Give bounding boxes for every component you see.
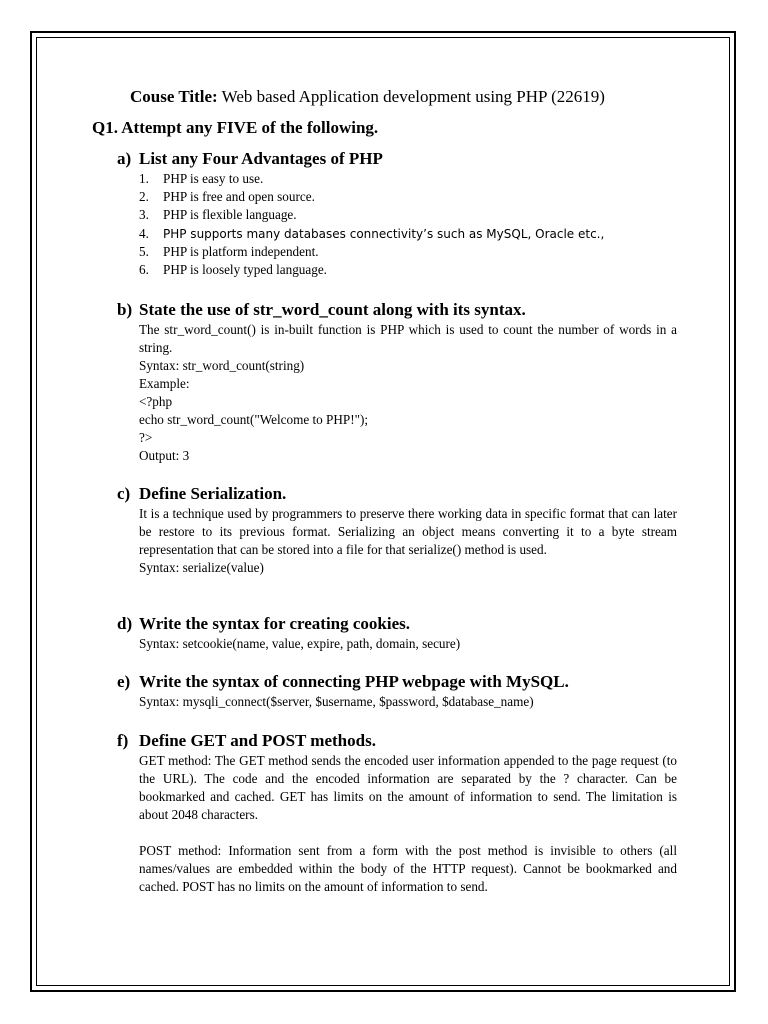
list-item [139, 188, 677, 206]
section-b-heading [117, 299, 677, 321]
section-d-heading [117, 613, 677, 635]
list-item-number: 3. [139, 207, 149, 223]
code-line: <?php [139, 394, 173, 409]
advantages-list [139, 170, 677, 279]
list-item-number: 6. [139, 262, 149, 278]
list-item [139, 225, 677, 243]
section-b [117, 299, 677, 465]
section-b-body [139, 321, 677, 465]
get-method-paragraph: GET method: The GET method sends the encoded user information appended to the page request (to the URL). The code and the encoded information are separated by the ? character. Can be bookmarked and cached. GET has limits on the amount of information to send. The limitation is about 2048 characters. [139, 753, 677, 822]
list-item-number: 5. [139, 243, 149, 259]
list-item-text: PHP is platform independent. [163, 243, 319, 259]
course-title-value: Web based Application development using PHP (22619) [221, 87, 605, 106]
output-line: Output: 3 [139, 448, 190, 463]
section-title: Write the syntax of connecting PHP webpage with MySQL. [139, 672, 569, 691]
post-method-paragraph: POST method: Information sent from a form with the post method is invisible to others (all names/values are embedded within the body of the HTTP request). Cannot be bookmarked and cached. POST has no limits on the amount of information to send. [139, 843, 677, 894]
list-item-text: PHP is easy to use. [163, 171, 264, 186]
section-c-body [139, 505, 677, 577]
list-item [139, 261, 677, 279]
code-line: echo str_word_count("Welcome to PHP!"); [139, 412, 369, 427]
section-title: Define Serialization. [139, 484, 287, 503]
section-letter: b) [117, 300, 133, 319]
question-heading: Q1. Attempt any FIVE of the following. [92, 118, 379, 137]
example-label: Example: [139, 376, 190, 391]
list-item [139, 243, 677, 261]
list-item-text: PHP is loosely typed language. [163, 262, 327, 278]
section-d [117, 613, 677, 653]
course-title-label: Couse Title: [130, 87, 218, 106]
syntax-line: Syntax: serialize(value) [139, 560, 264, 575]
section-title: Write the syntax for creating cookies. [139, 614, 411, 633]
list-item [139, 206, 677, 224]
list-item-text: PHP is flexible language. [163, 207, 297, 223]
list-item-number: 4. [139, 225, 149, 241]
section-a-heading [117, 148, 677, 170]
paragraph: The str_word_count() is in-built function is PHP which is used to count the number of words in a string. [139, 322, 677, 355]
section-letter: c) [117, 484, 131, 503]
section-c-heading [117, 483, 677, 505]
section-letter: e) [117, 672, 131, 691]
section-a [117, 148, 677, 279]
section-e-body [139, 693, 677, 711]
syntax-line: Syntax: str_word_count(string) [139, 358, 305, 373]
course-title [130, 87, 605, 107]
section-c [117, 483, 677, 577]
list-item-text: PHP is free and open source. [163, 189, 315, 205]
section-e-heading [117, 671, 677, 693]
section-e [117, 671, 677, 711]
list-item-number: 1. [139, 171, 149, 186]
paragraph: It is a technique used by programmers to preserve there working data in specific format that can later be restore to its previous format. Serializing an object means converting it to a byte stream representation that can be stored into a file for that serialize() method is used. [139, 506, 677, 557]
section-title: Define GET and POST methods. [139, 731, 376, 750]
section-letter: d) [117, 614, 133, 633]
syntax-line: Syntax: mysqli_connect($server, $username, $password, $database_name) [139, 694, 534, 709]
section-f [117, 730, 677, 896]
section-letter: f) [117, 731, 129, 750]
section-letter: a) [117, 149, 132, 168]
section-f-heading [117, 730, 677, 752]
section-title: List any Four Advantages of PHP [139, 149, 383, 168]
list-item-text: PHP supports many databases connectivity’s such as MySQL, Oracle etc., [163, 226, 605, 241]
list-item-number: 2. [139, 189, 149, 205]
section-title: State the use of str_word_count along with its syntax. [139, 300, 526, 319]
syntax-line: Syntax: setcookie(name, value, expire, path, domain, secure) [139, 636, 461, 651]
code-line: ?> [139, 430, 153, 445]
list-item [139, 170, 677, 188]
section-d-body [139, 635, 677, 653]
section-f-body [139, 752, 677, 896]
